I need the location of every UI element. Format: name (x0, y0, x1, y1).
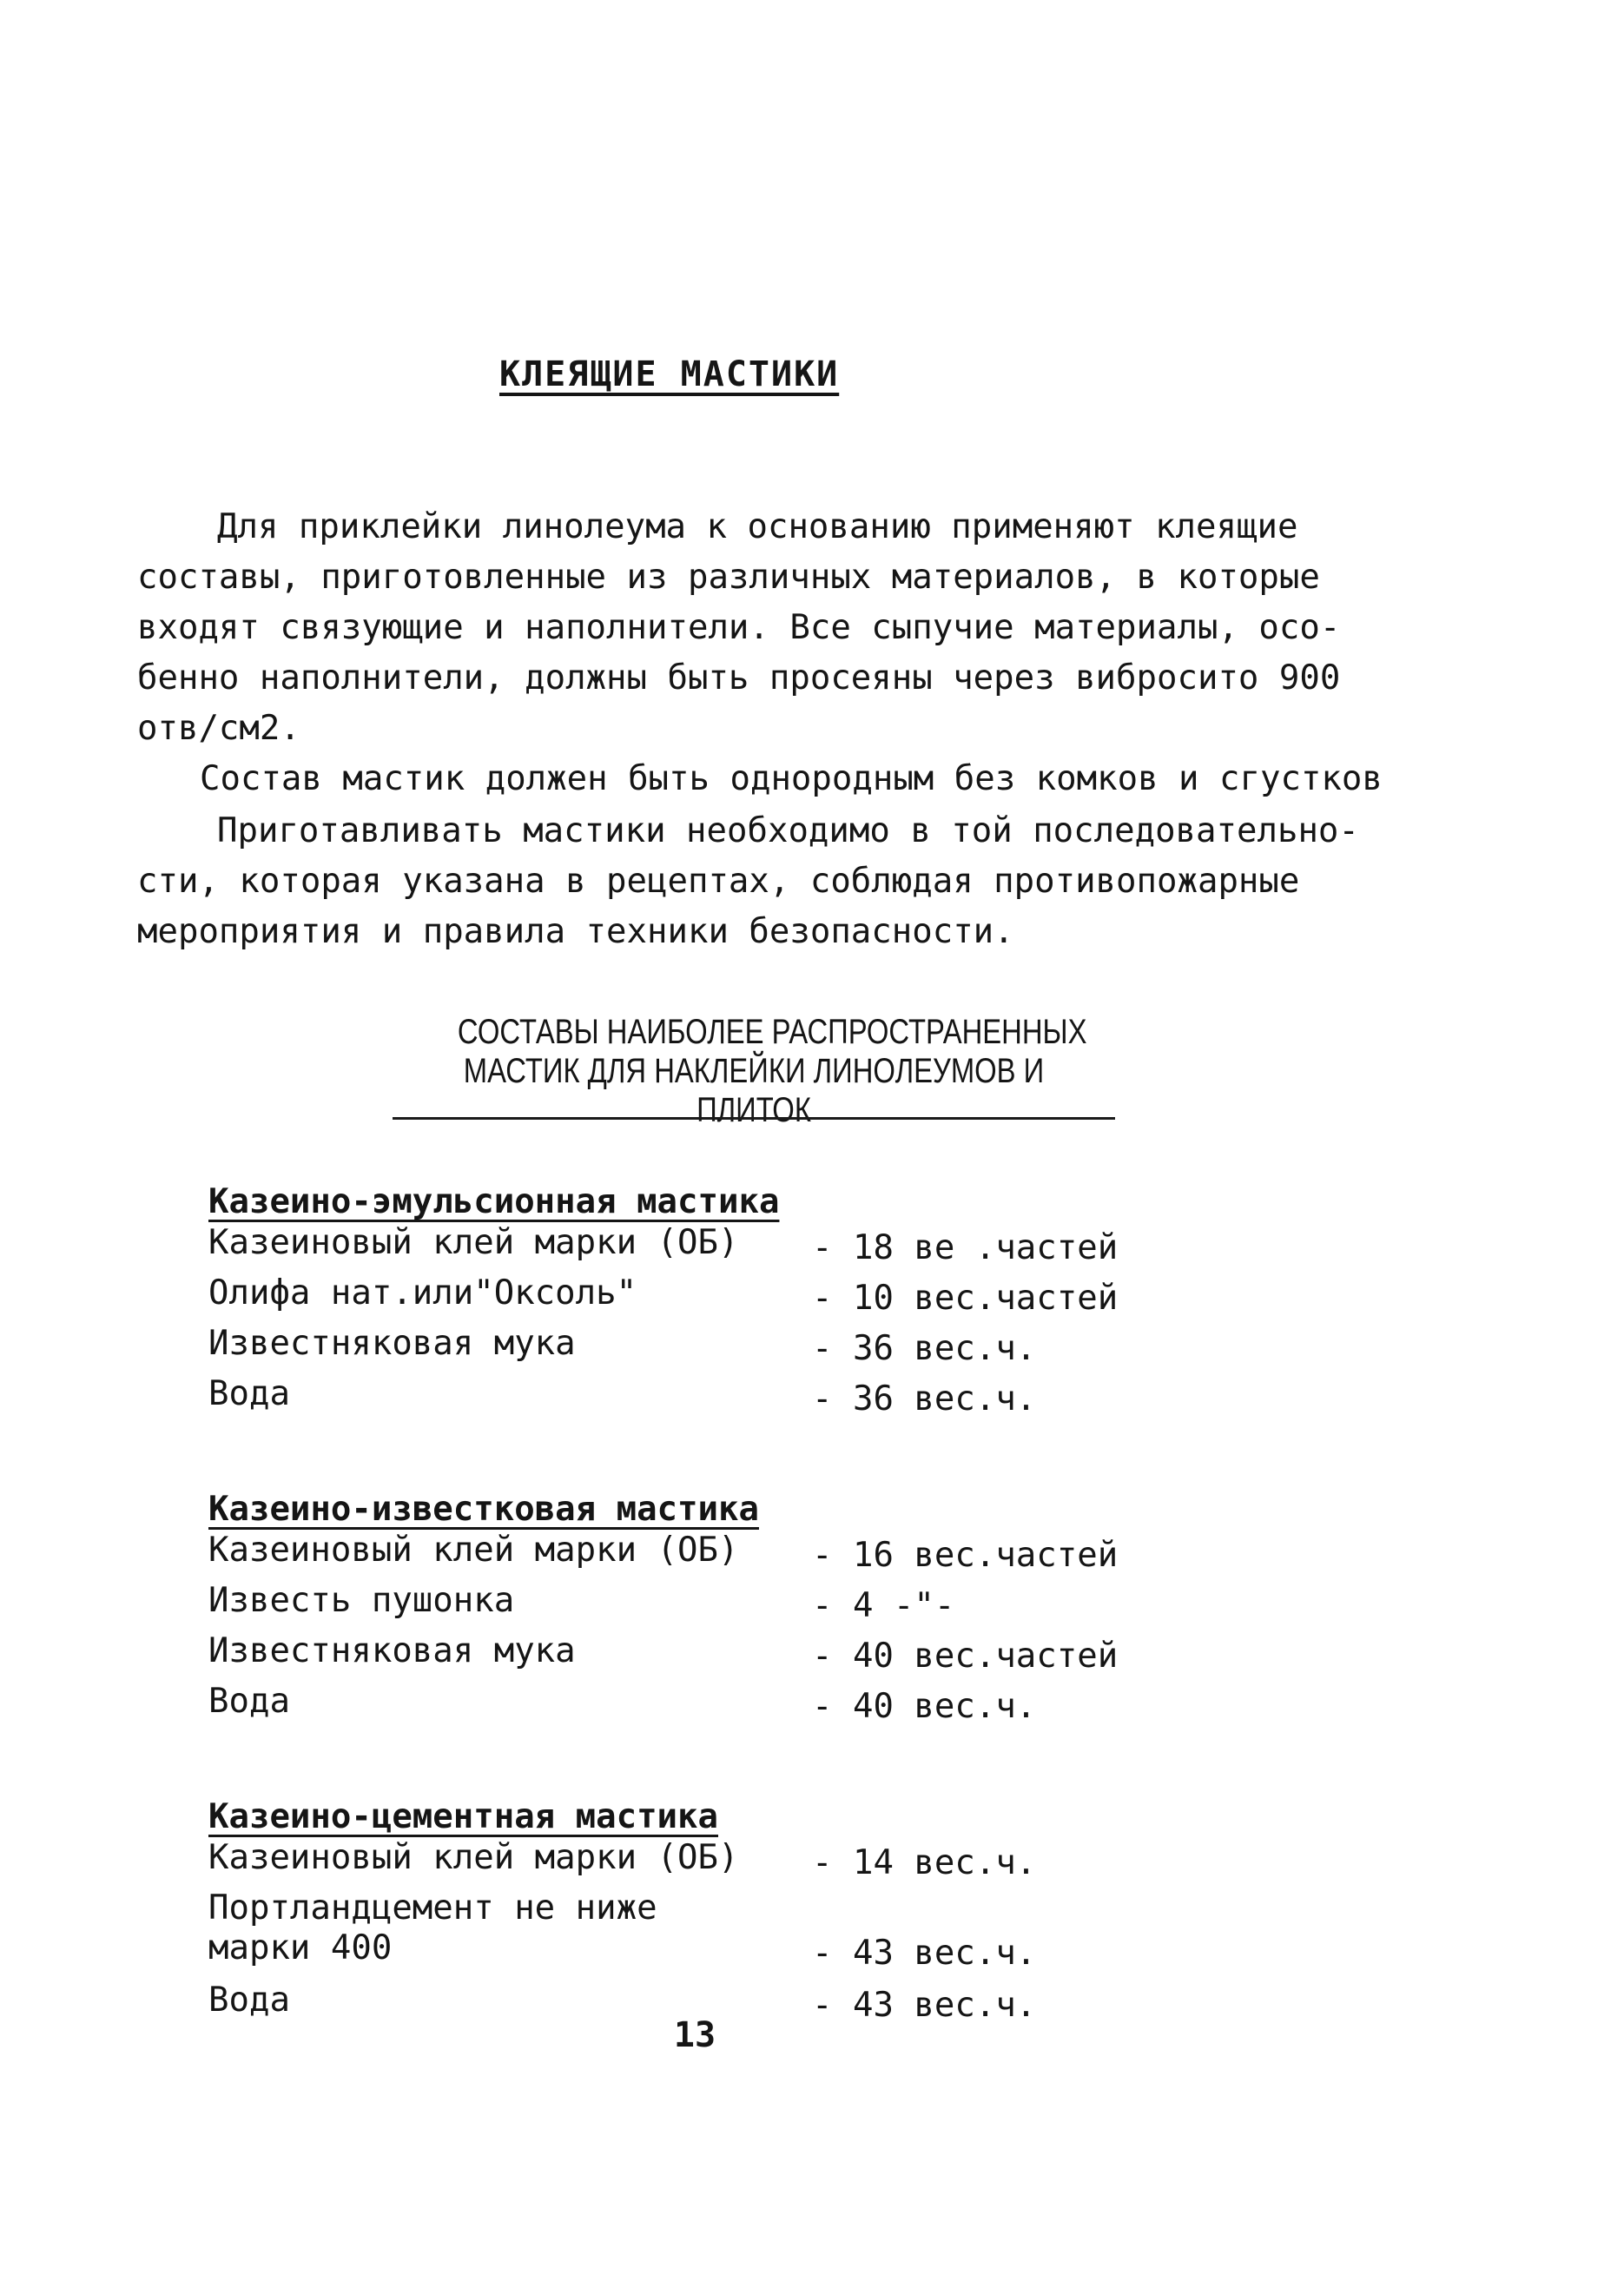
ingredient-name: Известняковая мука (208, 1324, 576, 1363)
ingredient-name: Казеиновый клей марки (ОБ) (208, 1838, 739, 1877)
paragraph-line: мероприятия и правила техники безопасности. (137, 912, 1014, 951)
paragraph-intro (137, 502, 1340, 754)
paragraph-line: сти, которая указана в рецептах, соблюдая противопожарные (137, 862, 1300, 901)
ingredient-amount: - 10 вес.частей (812, 1279, 1119, 1318)
ingredient-row (208, 1223, 1251, 1273)
paragraph-composition (200, 754, 1383, 804)
ingredient-row (208, 1324, 1251, 1374)
page-title: КЛЕЯЩИЕ МАСТИКИ (499, 354, 840, 394)
paragraph-line: бенно наполнители, должны быть просеяны через вибросито 900 (137, 658, 1341, 698)
ingredient-amount: - 16 вес.частей (812, 1536, 1119, 1575)
ingredient-row (208, 1531, 1251, 1581)
ingredient-amount: - 43 вес.ч. (812, 1986, 1037, 2025)
recipe-section (208, 1796, 1251, 2031)
ingredient-name: Вода (208, 1682, 290, 1721)
page-number: 13 (673, 2015, 716, 2055)
ingredient-name: Известняковая мука (208, 1631, 576, 1670)
paragraph-line: Для приклейки линолеума к основанию применяют клеящие (217, 507, 1298, 546)
paragraph-line: входят связующие и наполнители. Все сыпучие материалы, осо- (137, 608, 1341, 647)
ingredient-list (208, 1838, 1251, 2031)
heading-line: МАСТИК ДЛЯ НАКЛЕЙКИ ЛИНОЛЕУМОВ И (463, 1052, 1045, 1090)
recipe-section (208, 1489, 1251, 1732)
ingredient-amount: - 40 вес.ч. (812, 1687, 1037, 1726)
ingredient-amount: - 18 ве .частей (812, 1228, 1119, 1267)
paragraph-line: составы, приготовленные из различных материалов, в которые (137, 558, 1320, 597)
ingredient-list (208, 1223, 1251, 1425)
heading-divider (393, 1117, 1115, 1120)
ingredient-name: Казеиновый клей марки (ОБ) (208, 1223, 739, 1262)
paragraph-line: отв/см2. (137, 709, 300, 748)
ingredient-row (208, 1581, 1251, 1631)
ingredient-name: Вода (208, 1981, 290, 2020)
ingredient-amount: - 36 вес.ч. (812, 1329, 1037, 1368)
ingredient-amount: - 43 вес.ч. (812, 1934, 1037, 1973)
recipe-title: Казеино-известковая мастика (208, 1490, 759, 1529)
ingredient-row (208, 1682, 1251, 1732)
ingredient-row (208, 1838, 1251, 1888)
paragraph-line: Приготавливать мастики необходимо в той последовательно- (217, 811, 1359, 850)
ingredient-amount: - 36 вес.ч. (812, 1379, 1037, 1419)
heading-line: ПЛИТОК (696, 1091, 811, 1129)
paragraph-line: Состав мастик должен быть однородным без комков и сгустков (200, 759, 1383, 798)
ingredient-row (208, 1374, 1251, 1425)
table-heading (457, 1013, 1087, 1130)
ingredient-name: Известь пушонка (208, 1581, 515, 1620)
paragraph-preparation (137, 806, 1359, 957)
heading-line: СОСТАВЫ НАИБОЛЕЕ РАСПРОСТРАНЕННЫХ (457, 1013, 1087, 1051)
ingredient-row (208, 1273, 1251, 1324)
ingredient-amount: - 40 вес.частей (812, 1637, 1119, 1676)
ingredient-name: Вода (208, 1374, 290, 1413)
ingredient-name: Портландцемент не ниже марки 400 (208, 1888, 657, 1967)
ingredient-list (208, 1531, 1251, 1732)
ingredient-row (208, 1631, 1251, 1682)
recipe-title: Казеино-эмульсионная мастика (208, 1182, 780, 1221)
ingredient-row (208, 1888, 1251, 1981)
ingredient-amount: - 4 -"- (812, 1586, 955, 1625)
ingredient-name: Казеиновый клей марки (ОБ) (208, 1531, 739, 1570)
ingredient-name: Олифа нат.или"Оксоль" (208, 1273, 637, 1313)
recipe-section (208, 1181, 1251, 1425)
recipe-title: Казеино-цементная мастика (208, 1797, 718, 1836)
ingredient-amount: - 14 вес.ч. (812, 1843, 1037, 1882)
